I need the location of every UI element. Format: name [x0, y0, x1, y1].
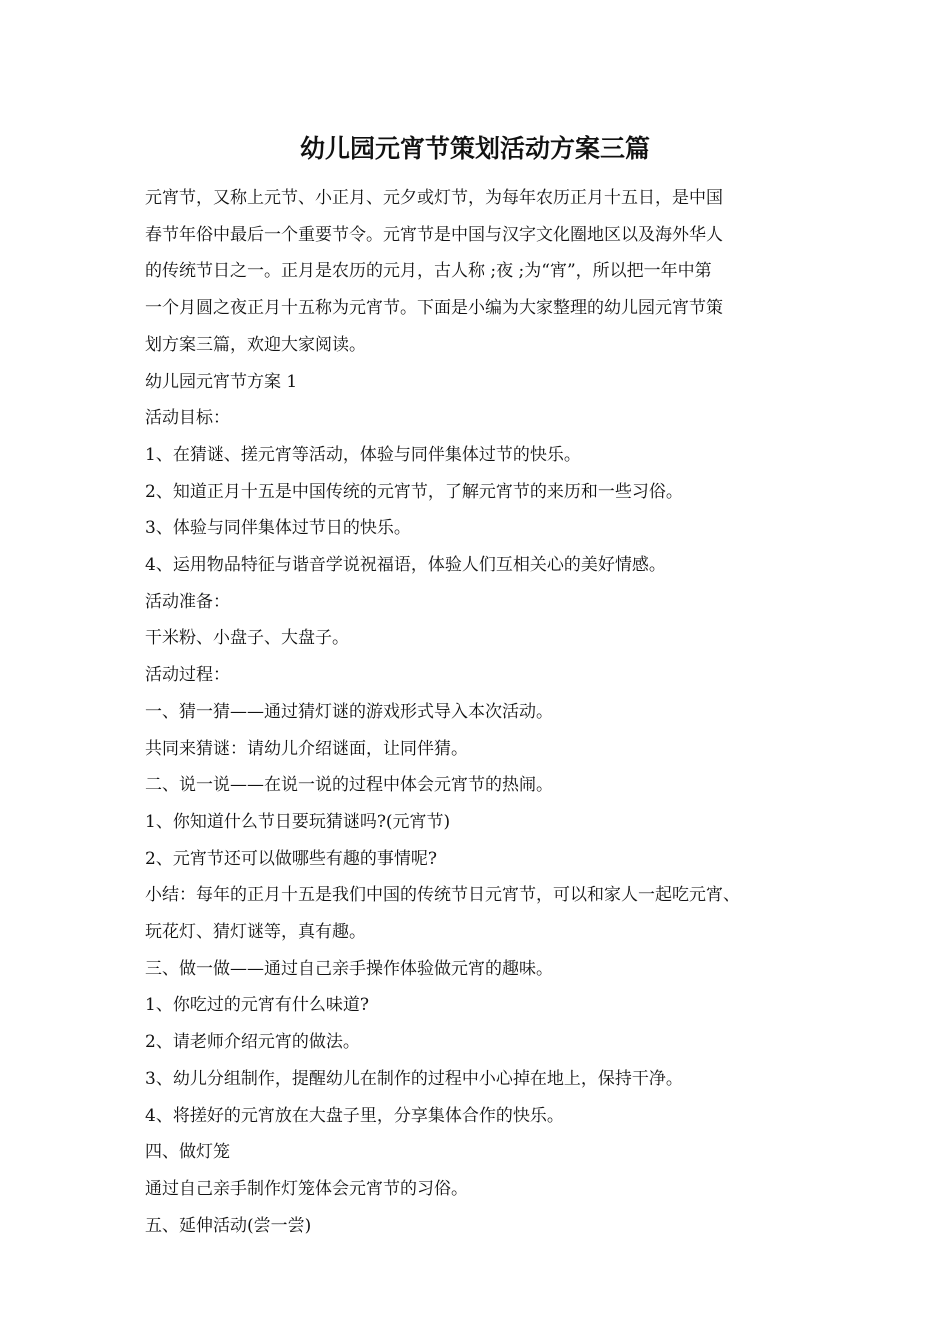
process-text: 共同来猜谜：请幼儿介绍谜面，让同伴猜。 — [145, 738, 468, 759]
preparation-text: 干米粉、小盘子、大盘子。 — [145, 628, 349, 649]
process-item: 3、幼儿分组制作，提醒幼儿在制作的过程中小心掉在地上，保持干净。 — [145, 1068, 683, 1089]
summary-text: 小结：每年的正月十五是我们中国的传统节日元宵节，可以和家人一起吃元宵、 — [145, 885, 740, 906]
section-heading-goals: 活动目标： — [145, 408, 230, 429]
process-step: 四、做灯笼 — [145, 1142, 230, 1163]
process-item: 1、你知道什么节日要玩猜谜吗?(元宵节) — [145, 811, 451, 832]
section-heading-preparation: 活动准备： — [145, 591, 230, 612]
process-item: 2、元宵节还可以做哪些有趣的事情呢? — [145, 848, 437, 869]
intro-line: 春节年俗中最后一个重要节令。元宵节是中国与汉字文化圈地区以及海外华人 — [145, 224, 723, 245]
summary-text: 玩花灯、猜灯谜等，真有趣。 — [145, 922, 366, 943]
intro-line: 一个月圆之夜正月十五称为元宵节。下面是小编为大家整理的幼儿园元宵节策 — [145, 298, 723, 319]
process-step: 三、做一做——通过自己亲手操作体验做元宵的趣味。 — [145, 958, 553, 979]
process-step: 五、延伸活动(尝一尝) — [145, 1215, 312, 1236]
section-heading-plan-1: 幼儿园元宵节方案 1 — [145, 371, 298, 392]
goal-item: 2、知道正月十五是中国传统的元宵节，了解元宵节的来历和一些习俗。 — [145, 481, 683, 502]
intro-paragraph — [145, 180, 825, 364]
process-item: 4、将搓好的元宵放在大盘子里，分享集体合作的快乐。 — [145, 1105, 564, 1126]
goal-item: 1、在猜谜、搓元宵等活动，体验与同伴集体过节的快乐。 — [145, 444, 581, 465]
intro-line: 元宵节，又称上元节、小正月、元夕或灯节，为每年农历正月十五日，是中国 — [145, 188, 723, 208]
process-text: 通过自己亲手制作灯笼体会元宵节的习俗。 — [145, 1178, 468, 1199]
process-item: 2、请老师介绍元宵的做法。 — [145, 1032, 360, 1053]
document-body — [145, 180, 825, 1244]
process-step: 一、猜一猜——通过猜灯谜的游戏形式导入本次活动。 — [145, 701, 553, 722]
process-step: 二、说一说——在说一说的过程中体会元宵节的热闹。 — [145, 775, 553, 796]
document-title: 幼儿园元宵节策划活动方案三篇 — [299, 134, 650, 163]
section-heading-process: 活动过程： — [145, 665, 230, 686]
intro-line: 划方案三篇，欢迎大家阅读。 — [145, 334, 366, 355]
goal-item: 4、运用物品特征与谐音学说祝福语，体验人们互相关心的美好情感。 — [145, 555, 666, 576]
goal-item: 3、体验与同伴集体过节日的快乐。 — [145, 518, 411, 539]
intro-line: 的传统节日之一。正月是农历的元月，古人称 ;夜 ;为“宵”，所以把一年中第 — [145, 261, 712, 282]
process-item: 1、你吃过的元宵有什么味道? — [145, 995, 369, 1016]
